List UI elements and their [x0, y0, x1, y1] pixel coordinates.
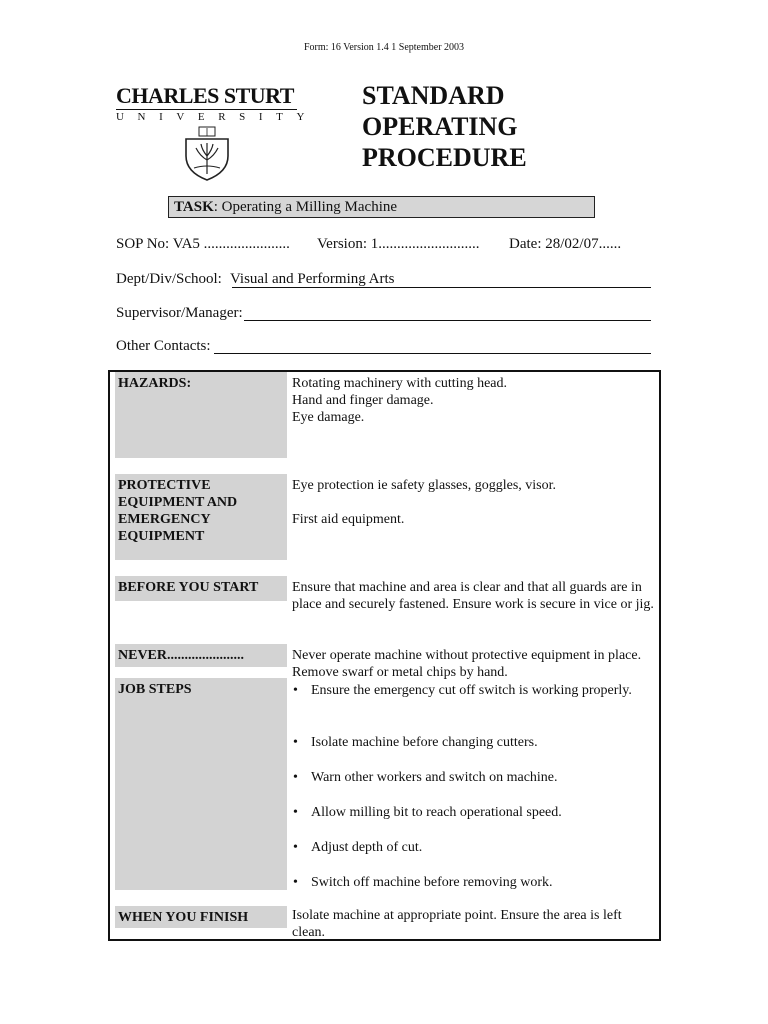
- task-label: TASK: [174, 199, 214, 215]
- hazard-line: Hand and finger damage.: [292, 393, 434, 408]
- document-title: [362, 80, 527, 173]
- version-field: Version: 1...........................: [317, 236, 480, 252]
- supervisor-label: Supervisor/Manager:: [116, 305, 243, 321]
- protective-equipment-text: [292, 477, 654, 528]
- dept-label: Dept/Div/School:: [116, 271, 222, 287]
- sop-table: [108, 370, 661, 941]
- title-line-3: PROCEDURE: [362, 143, 527, 172]
- before-you-start-text: Ensure that machine and area is clear and that all guards are in place and securely fastened. Ensure work is secure in vice or jig.: [292, 580, 654, 612]
- never-label: NEVER......................: [115, 644, 287, 667]
- form-version-line: Form: 16 Version 1.4 1 September 2003: [303, 42, 465, 53]
- hazard-line: Eye damage.: [292, 410, 365, 425]
- hazards-label: HAZARDS:: [115, 372, 287, 458]
- sop-number: SOP No: VA5 .......................: [116, 236, 290, 252]
- title-line-2: OPERATING: [362, 112, 518, 141]
- task-value: : Operating a Milling Machine: [213, 199, 398, 215]
- logo-wordmark: CHARLES STURT: [116, 83, 294, 108]
- title-line-1: STANDARD: [362, 81, 505, 110]
- supervisor-underline: [244, 320, 651, 321]
- date-field: Date: 28/02/07......: [509, 236, 622, 252]
- job-step-item: • Isolate machine before changing cutters.: [292, 734, 654, 751]
- university-logo: [116, 83, 318, 184]
- task-box: [168, 196, 595, 218]
- logo-subtitle: UNIVERSITY: [116, 111, 318, 123]
- before-you-start-label: BEFORE YOU START: [115, 576, 287, 601]
- protective-line: First aid equipment.: [292, 512, 405, 527]
- crest-icon: [182, 126, 232, 182]
- when-you-finish-label: WHEN YOU FINISH: [115, 906, 287, 928]
- job-step-item: • Adjust depth of cut.: [292, 839, 654, 856]
- hazards-text: [292, 375, 654, 426]
- other-contacts-label: Other Contacts:: [116, 338, 211, 354]
- job-steps-label: JOB STEPS: [115, 678, 287, 890]
- job-step-item: • Allow milling bit to reach operational speed.: [292, 804, 654, 821]
- job-step-item: • Switch off machine before removing work.: [292, 874, 654, 891]
- hazard-line: Rotating machinery with cutting head.: [292, 376, 508, 391]
- never-text: Never operate machine without protective equipment in place. Remove swarf or metal chips by hand.: [292, 648, 642, 680]
- protective-equipment-label: PROTECTIVE EQUIPMENT AND EMERGENCY EQUIPMENT: [115, 474, 287, 560]
- protective-line: Eye protection ie safety glasses, goggles, visor.: [292, 478, 556, 493]
- other-contacts-underline: [214, 353, 651, 354]
- job-step-item: • Ensure the emergency cut off switch is working properly.: [292, 682, 654, 699]
- dept-value: Visual and Performing Arts: [230, 271, 395, 287]
- when-you-finish-text: Isolate machine at appropriate point. Ensure the area is left clean.: [292, 908, 622, 940]
- job-step-item: • Warn other workers and switch on machine.: [292, 769, 654, 786]
